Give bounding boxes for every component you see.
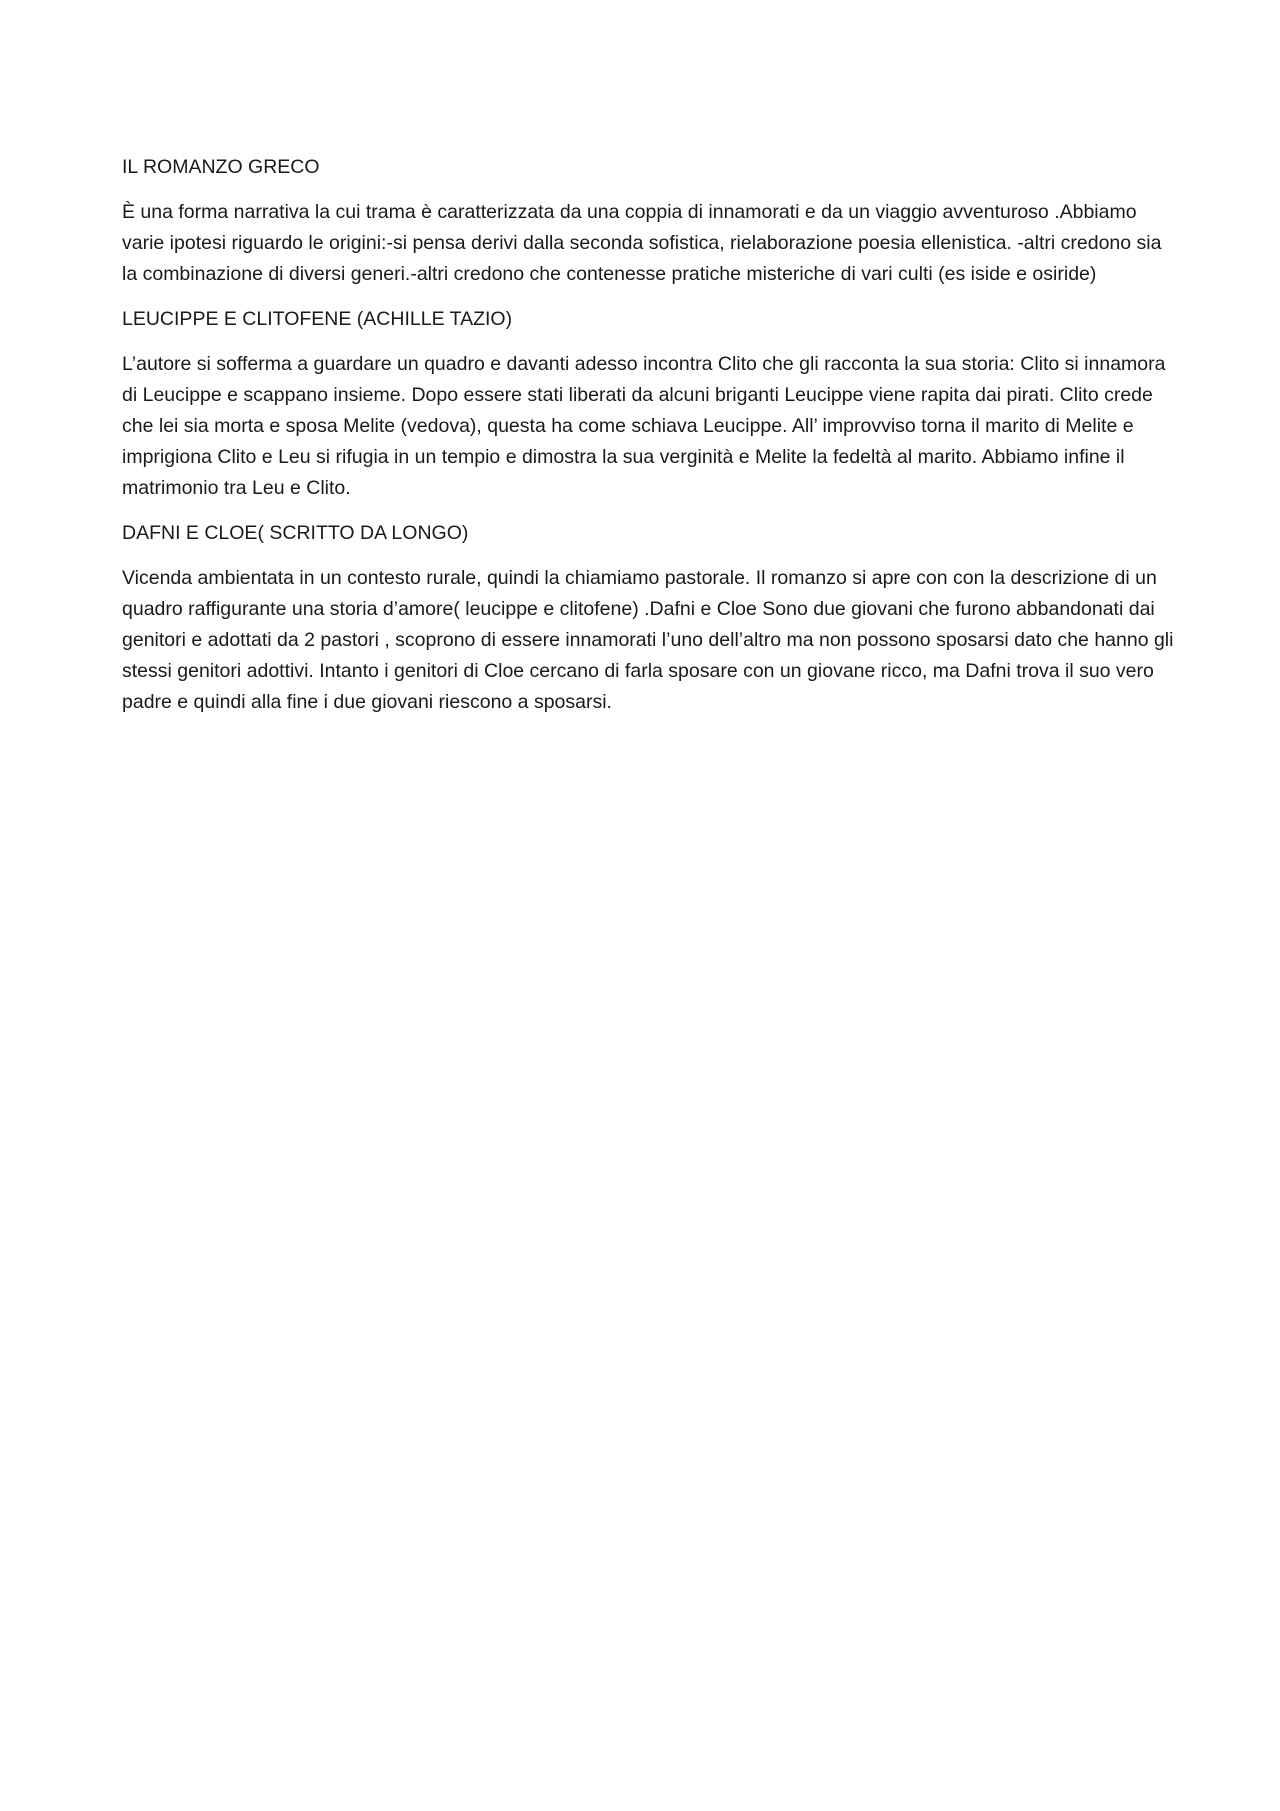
section-heading-dafni-cloe: DAFNI E CLOE( SCRITTO DA LONGO) [122, 522, 469, 544]
section-paragraph-dafni-cloe: Vicenda ambientata in un contesto rurale, quindi la chiamiamo pastorale. Il romanzo si apre con con la descrizione di un quadro raffigurante una storia d’amore( leucippe e clitofene) .Dafni e Cloe Sono due giovani che furono abbandonati dai genitori e adottati da 2 pastori , scoprono di essere innamorati l’uno dell’altro ma non possono sposarsi dato che hanno gli stessi genitori adottivi. Intanto i genitori di Cloe cercano di farla sposare con un giovane ricco, ma Dafni trova il suo vero padre e quindi alla fine i due giovani riescono a sposarsi. [122, 567, 1174, 713]
section-paragraph-leucippe-clitofene: L’autore si sofferma a guardare un quadro e davanti adesso incontra Clito che gli racconta la sua storia: Clito si innamora di Leucippe e scappano insieme. Dopo essere stati liberati da alcuni briganti Leucippe viene rapita dai pirati. Clito crede che lei sia morta e sposa Melite (vedova), questa ha come schiava Leucippe. All’ improvviso torna il marito di Melite e imprigiona Clito e Leu si rifugia in un tempio e dimostra la sua verginità e Melite la fedeltà al marito. Abbiamo infine il matrimonio tra Leu e Clito. [122, 353, 1166, 499]
section-heading-leucippe-clitofene: LEUCIPPE E CLITOFENE (ACHILLE TAZIO) [122, 308, 513, 330]
document-body [122, 152, 1182, 732]
section-paragraph-romanzo-greco: È una forma narrativa la cui trama è caratterizzata da una coppia di innamorati e da un viaggio avventuroso .Abbiamo varie ipotesi riguardo le origini:-si pensa derivi dalla seconda sofistica, rielaborazione poesia ellenistica. -altri credono sia la combinazione di diversi generi.-altri credono che contenesse pratiche misteriche di vari culti (es iside e osiride) [122, 201, 1162, 285]
section-heading-romanzo-greco: IL ROMANZO GRECO [122, 156, 320, 178]
